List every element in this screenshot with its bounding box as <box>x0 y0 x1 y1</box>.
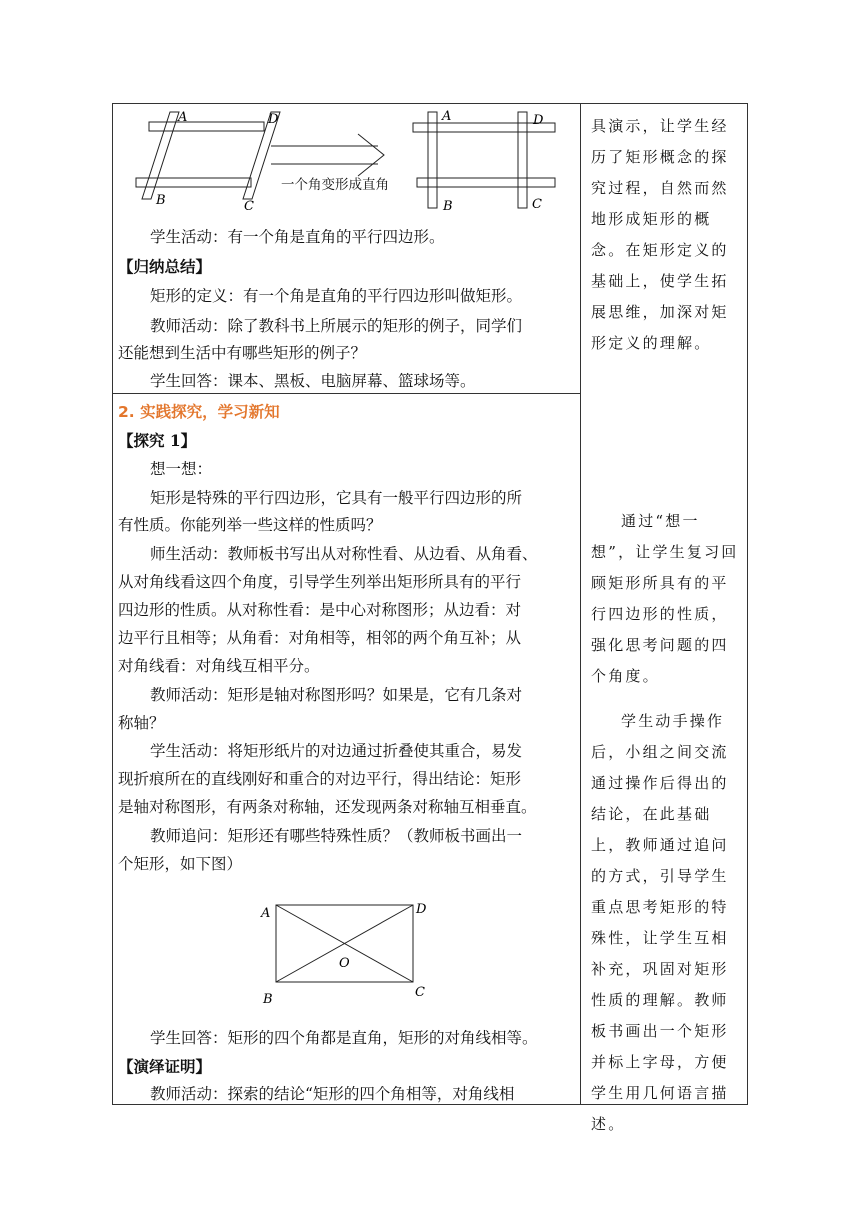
para-1b: 有性质。你能列举一些这样的性质吗？ <box>118 516 382 534</box>
para-1a: 矩形是特殊的平行四边形，它具有一般平行四边形的所 <box>150 489 523 507</box>
fig2-label-b: B <box>263 992 273 1007</box>
para-3b: 称轴？ <box>118 714 165 732</box>
teacher-activity-1a: 教师活动：除了教科书上所展示的矩形的例子，同学们 <box>150 317 523 335</box>
fig2-label-d: D <box>416 902 427 917</box>
think-prompt: 想一想： <box>150 460 213 478</box>
para-6: 学生回答：矩形的四个角都是直角，矩形的对角线相等。 <box>150 1029 538 1047</box>
side-note-1: 具演示，让学生经历了矩形概念的探究过程，自然而然地形成矩形的概念。在矩形定义的基础上，使学生拓展思维，加深对矩形定义的理解。 <box>591 117 729 352</box>
para-2d: 边平行且相等；从角看：对角相等，相邻的两个角互补；从 <box>118 629 522 647</box>
fig1-right-label-c: C <box>532 197 542 212</box>
para-2e: 对角线看：对角线互相平分。 <box>118 657 320 675</box>
rectangle-diagonals-figure <box>253 897 453 1017</box>
para-2c: 四边形的性质。从对称性看：是中心对称图形；从边看：对 <box>118 601 522 619</box>
para-2a: 师生活动：教师板书写出从对称性看、从边看、从角看、 <box>150 545 538 563</box>
fig1-left-label-c: C <box>244 199 254 214</box>
side-note-3: 学生动手操作后，小组之间交流通过操作后得出的结论，在此基础上，教师通过追问的方式，引导学生重点思考矩形的特殊性，让学生互相补充，巩固对矩形性质的理解。教师板书画出一个矩形并标上字母，方便学生用几何语言描述。 <box>591 712 729 1133</box>
para-5a: 教师追问：矩形还有哪些特殊性质？（教师板书画出一 <box>150 827 523 845</box>
para-7: 教师活动：探索的结论“矩形的四个角相等，对角线相 <box>150 1085 515 1103</box>
para-5b: 个矩形，如下图） <box>118 855 243 873</box>
fig1-left-label-d: D <box>268 112 279 127</box>
fig1-left-label-b: B <box>156 193 166 208</box>
section-2-heading: 2. 实践探究，学习新知 <box>118 403 280 421</box>
para-4b: 现折痕所在的直线刚好和重合的对边平行，得出结论：矩形 <box>118 770 522 788</box>
fig2-label-o: O <box>339 956 350 971</box>
fig1-right-label-d: D <box>533 113 544 128</box>
fig1-right-label-b: B <box>443 199 453 214</box>
student-activity-1: 学生活动：有一个角是直角的平行四边形。 <box>150 228 445 246</box>
explore-1-heading: 【探究 1】 <box>118 431 197 450</box>
fig2-label-a: A <box>261 906 271 921</box>
lesson-table <box>112 103 748 1133</box>
para-3a: 教师活动：矩形是轴对称图形吗？如果是，它有几条对 <box>150 686 523 704</box>
row-divider <box>113 393 580 394</box>
fig1-left-label-a: A <box>178 110 188 125</box>
teacher-activity-1b: 还能想到生活中有哪些矩形的例子？ <box>118 344 367 362</box>
fig1-right-label-a: A <box>442 109 452 124</box>
summary-heading: 【归纳总结】 <box>118 257 212 276</box>
para-4c: 是轴对称图形，有两条对称轴，还发现两条对称轴互相垂直。 <box>118 798 537 816</box>
para-2b: 从对角线看这四个角度，引导学生列举出矩形所具有的平行 <box>118 573 522 591</box>
para-4a: 学生活动：将矩形纸片的对边通过折叠使其重合，易发 <box>150 742 523 760</box>
fig2-label-c: C <box>415 985 425 1000</box>
rectangle-definition: 矩形的定义：有一个角是直角的平行四边形叫做矩形。 <box>150 287 523 305</box>
proof-heading: 【演绎证明】 <box>118 1057 212 1076</box>
student-answer-1: 学生回答：课本、黑板、电脑屏幕、篮球场等。 <box>150 372 476 390</box>
column-divider <box>580 104 581 1104</box>
side-note-2: 通过“想一想”，让学生复习回顾矩形所具有的平行四边形的性质，强化思考问题的四个角度。 <box>591 512 739 685</box>
parallelogram-to-rectangle-figure <box>113 104 580 216</box>
arrow-caption: 一个角变形成直角 <box>281 177 389 193</box>
